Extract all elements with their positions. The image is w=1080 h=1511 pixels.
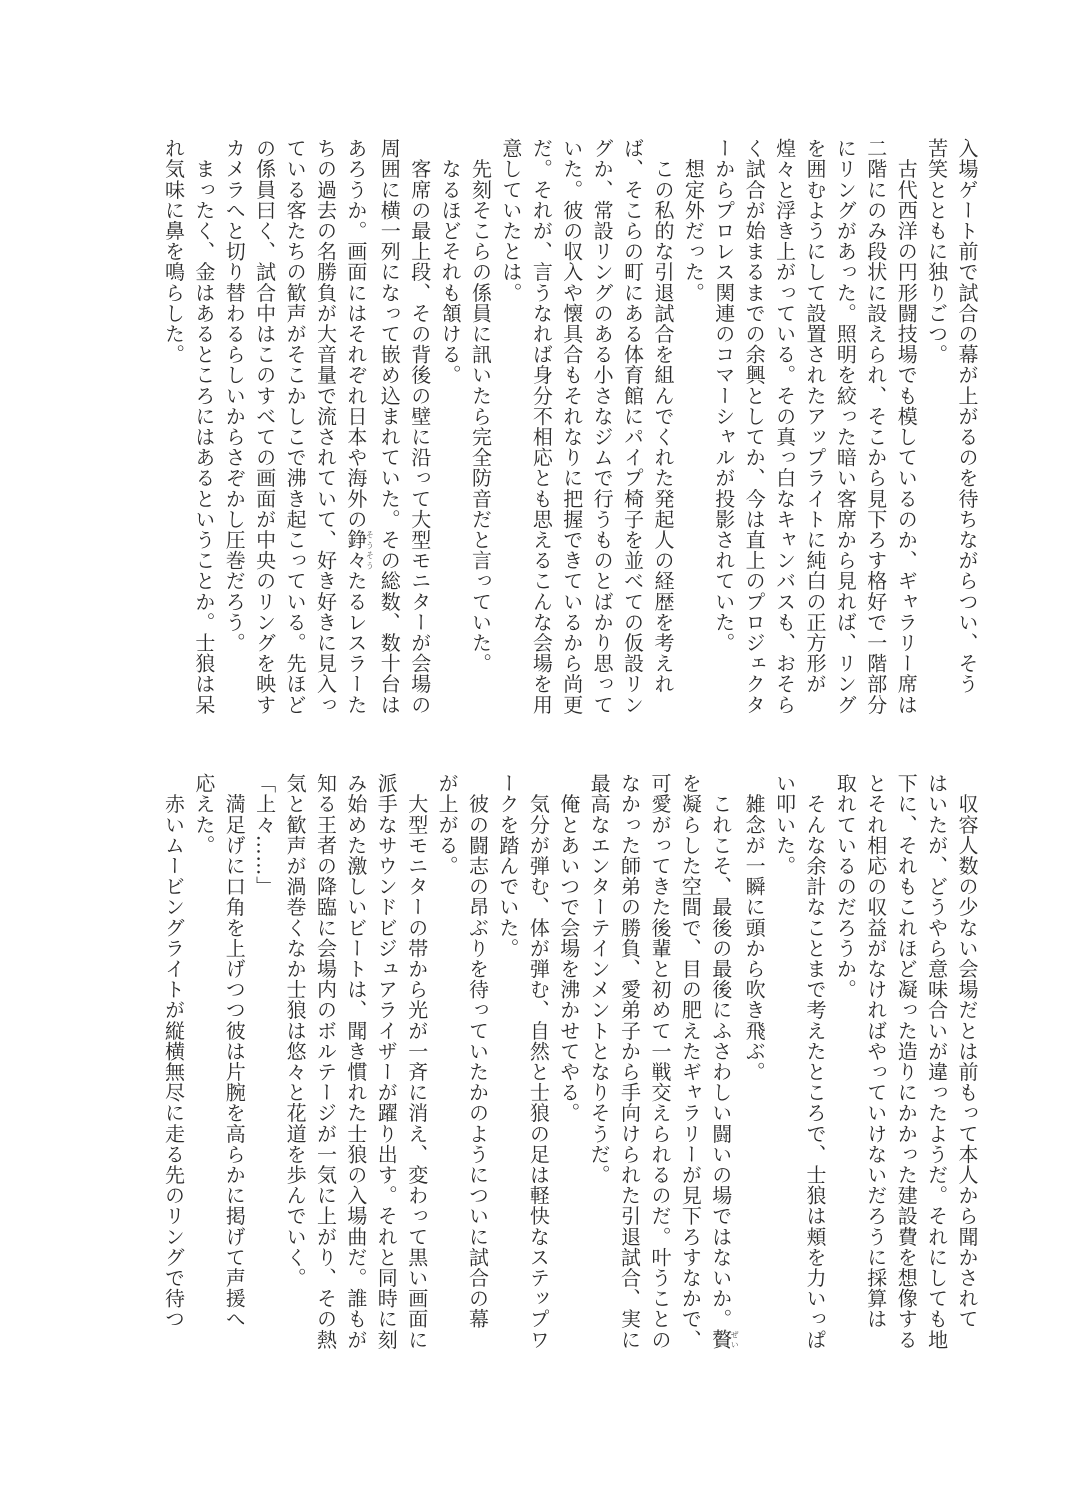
text-line: とそれ相応の収益がなければやっていけないだろうに採算は	[863, 773, 888, 1330]
text-line: 派手なサウンドビジュアライザーが躍り出す。それと同時に刻	[374, 773, 399, 1350]
text-line: を囲むようにして設置されたアップライトに純白の正方形が	[802, 138, 827, 695]
text-segment: あろうか。画面にはそれぞれ日本や海外の	[343, 138, 368, 530]
ruby-reading: ぜい	[730, 1329, 740, 1350]
text-line: 大型モニターの帯から光が一斉に消え、変わって黒い画面に	[404, 773, 429, 1350]
text-line: 気分が弾む、体が弾む、自然と士狼の足は軽快なステップワ	[526, 773, 551, 1350]
text-line: 煌々と浮き上がっている。その真っ白なキャンバスも、おそら	[772, 138, 797, 715]
text-line: にリングがあった。照明を絞った暗い客席から見れば、リング	[833, 138, 858, 715]
text-line: 満足げに口角を上げつつ彼は片腕を高らかに掲げて声援へ	[222, 773, 247, 1330]
text-line: なるほどそれも頷ける。	[438, 138, 463, 386]
text-line: 周囲に横一列になって嵌め込まれていた。その総数、数十台は	[377, 138, 402, 715]
ruby-reading: そうそう	[365, 529, 375, 571]
text-line: 「上々……」	[252, 773, 277, 897]
text-line: ちの過去の名勝負が大音量で流されていて、好き好きに見入っ	[313, 138, 338, 715]
text-line: 彼の闘志の昂ぶりを待っていたかのようについに試合の幕	[465, 773, 490, 1330]
text-line: 知る王者の降臨に会場内のボルテージが一気に上がり、その熱	[313, 773, 338, 1350]
text-line: カメラへと切り替わるらしいからさぞかし圧巻だろう。	[222, 138, 247, 653]
text-line: 入場ゲート前で試合の幕が上がるのを待ちながらつい、そう	[955, 138, 979, 695]
text-line: れ気味に鼻を鳴らした。	[161, 138, 186, 365]
text-line: い叩いた。	[772, 773, 797, 876]
text-line: 最高なエンターテインメントとなりそうだ。	[587, 773, 612, 1185]
text-line: ば、そこらの町にある体育館にパイプ椅子を並べての仮設リン	[620, 138, 645, 715]
text-line: 想定外だった。	[681, 138, 706, 303]
text-line: はいたが、どうやら意味合いが違ったようだ。それにしても地	[924, 773, 949, 1350]
text-line: 可愛がってきた後輩と初めて一戦交えられるのだ。叶うことの	[647, 773, 672, 1350]
text-segment: たるレスラーた	[343, 570, 368, 715]
text-line: 下に、それもこれほど凝った造りにかかった建設費を想像する	[894, 773, 919, 1350]
text-line: 先刻そこらの係員に訊いたら完全防音だと言っていた。	[468, 138, 493, 674]
text-line: 応えた。	[191, 773, 216, 856]
text-line: いた。彼の収入や懐具合もそれなりに把握できているから尚更	[559, 138, 584, 715]
text-line: だ。それが、言うなれば身分不相応とも思えるこんな会場を用	[529, 138, 554, 715]
text-line: み始めた激しいビートは、聞き慣れた士狼の入場曲だ。誰もが	[343, 773, 368, 1350]
text-line: 意していたとは。	[498, 138, 523, 303]
text-line: 収容人数の少ない会場だとは前もって本人から聞かされて	[955, 773, 979, 1330]
text-line: 気と歓声が渦巻くなか士狼は悠々と花道を歩んでいく。	[283, 773, 308, 1288]
text-line: 雑念が一瞬に頭から吹き飛ぶ。	[742, 773, 767, 1082]
text-line: 苦笑とともに独りごつ。	[924, 138, 949, 365]
text-line: ークを踏んでいた。	[495, 773, 520, 959]
text-line: まったく、金はあるところにはあるということか。士狼は呆	[191, 138, 216, 715]
text-line: の係員曰く、試合中はこのすべての画面が中央のリングを映す	[252, 138, 277, 715]
text-line: 二階にのみ段状に設えられ、そこから見下ろす格好で一階部分	[863, 138, 888, 715]
text-line: く試合が始まるまでの余興としてか、今は直上のプロジェクタ	[742, 138, 767, 715]
text-block-bottom	[158, 773, 982, 1353]
text-segment: これこそ、最後の最後にふさわしい闘いの場ではないか。	[708, 773, 733, 1330]
text-line: そんな余計なことまで考えたところで、士狼は頬を力いっぱ	[802, 773, 827, 1350]
text-line: 俺とあいつで会場を沸かせてやる。	[556, 773, 581, 1124]
text-line: 赤いムービングライトが縦横無尽に走る先のリングで待つ	[161, 773, 186, 1330]
text-line: 客席の最上段、その背後の壁に沿って大型モニターが会場の	[407, 138, 432, 715]
text-line: この私的な引退試合を組んでくれた発起人の経歴を考えれ	[650, 138, 675, 695]
text-line: なかった師弟の勝負、愛弟子から手向けられた引退試合、実に	[617, 773, 642, 1350]
text-line: ーからプロレス関連のコマーシャルが投影されていた。	[711, 138, 736, 653]
ruby-base: 錚々	[343, 529, 368, 571]
text-line: ている客たちの歓声がそこかしこで沸き起こっている。先ほど	[283, 138, 308, 715]
text-line	[340, 138, 373, 718]
ruby-annotation	[708, 1329, 740, 1350]
text-line: 取れているのだろうか。	[833, 773, 858, 1000]
text-line: が上がる。	[435, 773, 460, 876]
text-line	[705, 773, 738, 1353]
ruby-base: 贅	[708, 1329, 733, 1350]
text-block-top	[158, 138, 982, 718]
text-line: を凝らした空間で、目の肥えたギャラリーが見下ろすなかで、	[678, 773, 703, 1350]
text-line: 古代西洋の円形闘技場でも模しているのか、ギャラリー席は	[894, 138, 919, 715]
ruby-annotation	[343, 529, 375, 571]
text-line: グか、常設リングのある小さなジムで行うものとばかり思って	[590, 138, 615, 715]
